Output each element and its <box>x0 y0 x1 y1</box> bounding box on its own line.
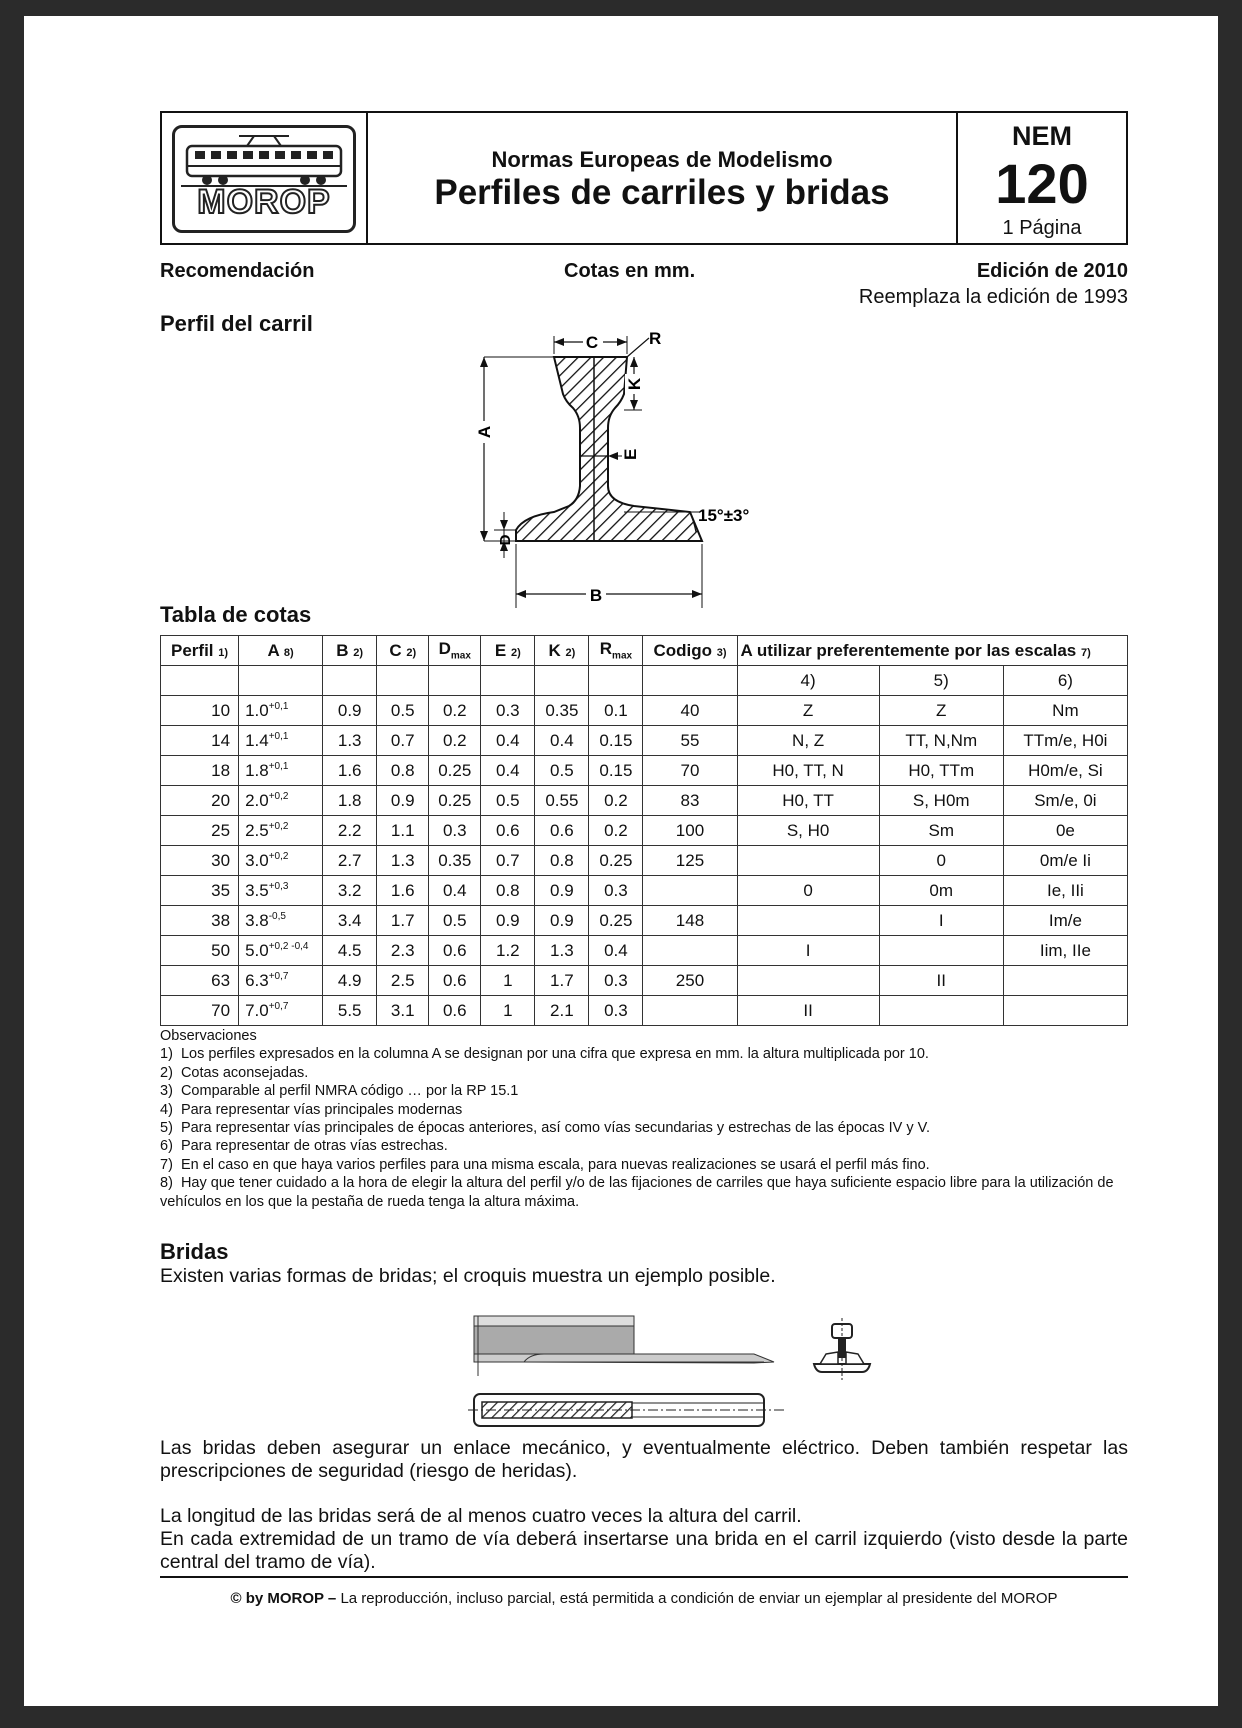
cell-r: 0.25 <box>589 906 643 936</box>
cell-perfil: 14 <box>161 726 239 756</box>
col-a: A 8) <box>239 636 323 666</box>
cell-a: $1.4^{+0,1}$ <box>239 726 323 756</box>
cell-k: 1.7 <box>535 966 589 996</box>
footer-text: La reproducción, incluso parcial, está permitida a condición de enviar un ejemplar al presidente del MOROP <box>340 1590 1058 1607</box>
cell-b: 0.9 <box>323 696 377 726</box>
cell-a: $2.5^{+0,2}$ <box>239 816 323 846</box>
cell-perfil: 50 <box>161 936 239 966</box>
cell-d: 0.25 <box>429 786 481 816</box>
table-row <box>161 966 1128 996</box>
observation-item: 1) Los perfiles expresados en la columna A se designan por una cifra que expresa en mm. la altura multiplicada por 10. <box>160 1046 929 1063</box>
cell-r: 0.3 <box>589 966 643 996</box>
col-codigo: Codigo 3) <box>643 636 737 666</box>
table-row <box>161 786 1128 816</box>
cell-scale6: Sm/e, 0i <box>1003 786 1127 816</box>
cell-b: 3.4 <box>323 906 377 936</box>
document-page <box>24 16 1218 1706</box>
cell-c: 1.1 <box>377 816 429 846</box>
cell-codigo <box>643 936 737 966</box>
cell-b: 1.8 <box>323 786 377 816</box>
cell-a: $5.0^{+0,2 -0,4}$ <box>239 936 323 966</box>
cell-c: 3.1 <box>377 996 429 1026</box>
cell-k: 0.6 <box>535 816 589 846</box>
replaces-label: Reemplaza la edición de 1993 <box>858 286 1128 308</box>
cell-r: 0.4 <box>589 936 643 966</box>
logo-text: MOROP <box>197 183 331 221</box>
cell-codigo: 83 <box>643 786 737 816</box>
cell-k: 0.9 <box>535 876 589 906</box>
nem-cell <box>958 113 1126 243</box>
observations <box>160 1027 1140 1211</box>
cell-r: 0.2 <box>589 816 643 846</box>
locomotive-icon <box>179 132 349 188</box>
cell-scale5: II <box>879 966 1003 996</box>
diagram-label-e: E <box>621 448 640 460</box>
cell-c: 2.3 <box>377 936 429 966</box>
cell-e: 0.3 <box>481 696 535 726</box>
observation-item: 7) En el caso en que haya varios perfiles para una misma escala, para nuevas realizaciones se usará el perfil más fino. <box>160 1156 930 1173</box>
bridas-heading: Bridas <box>160 1239 229 1264</box>
col-e: E 2) <box>481 636 535 666</box>
table-row <box>161 756 1128 786</box>
cell-scale4: II <box>737 996 879 1026</box>
diagram-label-c: C <box>585 333 599 352</box>
cell-r: 0.3 <box>589 876 643 906</box>
cell-e: 0.5 <box>481 786 535 816</box>
cell-c: 0.8 <box>377 756 429 786</box>
cell-c: 0.7 <box>377 726 429 756</box>
edition-label: Edición de 2010 <box>976 260 1128 282</box>
cell-d: 0.25 <box>429 756 481 786</box>
cell-b: 2.7 <box>323 846 377 876</box>
cell-perfil: 30 <box>161 846 239 876</box>
cell-codigo: 40 <box>643 696 737 726</box>
cell-a: $3.8^{-0,5}$ <box>239 906 323 936</box>
cell-scale6: Ie, IIi <box>1003 876 1127 906</box>
cell-d: 0.6 <box>429 966 481 996</box>
col-b: B 2) <box>323 636 377 666</box>
footer-divider <box>160 1576 1128 1578</box>
cell-e: 0.8 <box>481 876 535 906</box>
cell-c: 1.6 <box>377 876 429 906</box>
cell-r: 0.15 <box>589 726 643 756</box>
observation-item: 8) Hay que tener cuidado a la hora de elegir la altura del perfil y/o de las fijaciones de carriles que haya suficiente espacio libre para la utilización de vehículos en los que la pestaña de rueda tenga la altura máxima. <box>160 1175 1114 1210</box>
cell-scale5: Z <box>879 696 1003 726</box>
col-sub5: 5) <box>879 666 1003 696</box>
cell-scale4: N, Z <box>737 726 879 756</box>
cell-perfil: 38 <box>161 906 239 936</box>
rail-cross-section <box>516 357 702 541</box>
bridas-paragraph-2: La longitud de las bridas será de al menos cuatro veces la altura del carril. <box>160 1505 802 1527</box>
cell-codigo <box>643 996 737 1026</box>
header-subtitle: Normas Europeas de Modelismo <box>491 147 833 172</box>
cell-scale6: 0e <box>1003 816 1127 846</box>
logo-cell <box>162 113 368 243</box>
cell-r: 0.2 <box>589 786 643 816</box>
cell-e: 0.9 <box>481 906 535 936</box>
table-heading: Tabla de cotas <box>160 602 312 627</box>
col-c: C 2) <box>377 636 429 666</box>
cell-e: 1.2 <box>481 936 535 966</box>
table-row <box>161 996 1128 1026</box>
cell-scale4: H0, TT <box>737 786 879 816</box>
cell-scale6: Iim, IIe <box>1003 936 1127 966</box>
cell-c: 1.3 <box>377 846 429 876</box>
cell-scale5: S, H0m <box>879 786 1003 816</box>
table-row <box>161 846 1128 876</box>
cell-codigo: 148 <box>643 906 737 936</box>
cell-a: $3.5^{+0,3}$ <box>239 876 323 906</box>
footer <box>160 1590 1128 1607</box>
bridas-paragraph-3: En cada extremidad de un tramo de vía deberá insertarse una brida en el carril izquierdo (visto desde la parte central del tramo de vía). <box>160 1528 1128 1573</box>
cell-k: 0.55 <box>535 786 589 816</box>
cell-perfil: 70 <box>161 996 239 1026</box>
nem-label: NEM <box>1012 121 1072 151</box>
cell-a: $7.0^{+0,7}$ <box>239 996 323 1026</box>
cell-b: 1.6 <box>323 756 377 786</box>
table-subheader-row <box>161 666 1128 696</box>
cell-e: 0.6 <box>481 816 535 846</box>
cell-e: 1 <box>481 966 535 996</box>
cell-k: 2.1 <box>535 996 589 1026</box>
cell-r: 0.3 <box>589 996 643 1026</box>
cell-c: 0.5 <box>377 696 429 726</box>
cell-scale6: H0m/e, Si <box>1003 756 1127 786</box>
observation-item: 3) Comparable al perfil NMRA código … por la RP 15.1 <box>160 1083 519 1100</box>
cell-scale4: Z <box>737 696 879 726</box>
cell-scale4: S, H0 <box>737 816 879 846</box>
cell-scale6: Nm <box>1003 696 1127 726</box>
cell-scale5: TT, N,Nm <box>879 726 1003 756</box>
col-perfil: Perfil 1) <box>161 636 239 666</box>
diagram-label-angle: 15°±3° <box>698 506 750 525</box>
cell-d: 0.6 <box>429 996 481 1026</box>
cell-c: 1.7 <box>377 906 429 936</box>
observations-title: Observaciones <box>160 1028 257 1044</box>
cell-codigo: 125 <box>643 846 737 876</box>
footer-brand: © by MOROP – <box>230 1590 337 1607</box>
cell-b: 5.5 <box>323 996 377 1026</box>
col-escalas: A utilizar preferentemente por las escalas 7) <box>737 636 1127 666</box>
cell-scale5: I <box>879 906 1003 936</box>
cell-b: 4.5 <box>323 936 377 966</box>
observation-item: 5) Para representar vías principales de épocas anteriores, así como vías secundarias y estrechas de las épocas IV y V. <box>160 1120 930 1137</box>
cell-a: $2.0^{+0,2}$ <box>239 786 323 816</box>
cell-perfil: 18 <box>161 756 239 786</box>
col-d: $D_{max}$ <box>429 636 481 666</box>
cell-scale5: 0 <box>879 846 1003 876</box>
cell-scale6: Im/e <box>1003 906 1127 936</box>
col-sub4: 4) <box>737 666 879 696</box>
table-row <box>161 876 1128 906</box>
cell-c: 2.5 <box>377 966 429 996</box>
page-label: 1 Página <box>1002 217 1082 239</box>
cell-perfil: 20 <box>161 786 239 816</box>
diagram-label-a: A <box>475 425 494 439</box>
bridas-profile-icon <box>814 1318 870 1380</box>
table-row <box>161 726 1128 756</box>
cell-b: 1.3 <box>323 726 377 756</box>
cell-b: 2.2 <box>323 816 377 846</box>
nem-number: 120 <box>995 152 1089 215</box>
diagram-label-r: R <box>649 329 662 348</box>
cell-codigo: 100 <box>643 816 737 846</box>
cell-scale5 <box>879 936 1003 966</box>
units-label: Cotas en mm. <box>564 260 696 282</box>
cell-codigo: 70 <box>643 756 737 786</box>
cell-k: 0.35 <box>535 696 589 726</box>
cell-e: 1 <box>481 996 535 1026</box>
title-cell <box>368 113 958 243</box>
cell-scale4 <box>737 966 879 996</box>
cell-codigo: 55 <box>643 726 737 756</box>
header-box <box>160 111 1128 245</box>
cell-r: 0.25 <box>589 846 643 876</box>
cell-codigo <box>643 876 737 906</box>
observation-item: 6) Para representar de otras vías estrechas. <box>160 1138 448 1155</box>
cell-k: 0.8 <box>535 846 589 876</box>
cell-d: 0.2 <box>429 696 481 726</box>
table-row <box>161 696 1128 726</box>
profile-heading: Perfil del carril <box>160 311 313 336</box>
dimensions-table <box>160 635 1128 1026</box>
cell-perfil: 63 <box>161 966 239 996</box>
cell-r: 0.15 <box>589 756 643 786</box>
morop-logo <box>172 125 356 233</box>
cell-perfil: 10 <box>161 696 239 726</box>
cell-scale6: 0m/e Ii <box>1003 846 1127 876</box>
diagram-label-b: B <box>589 586 603 605</box>
cell-b: 4.9 <box>323 966 377 996</box>
cell-scale4: H0, TT, N <box>737 756 879 786</box>
cell-d: 0.35 <box>429 846 481 876</box>
cell-codigo: 250 <box>643 966 737 996</box>
cell-perfil: 35 <box>161 876 239 906</box>
cell-a: $1.0^{+0,1}$ <box>239 696 323 726</box>
cell-scale4: 0 <box>737 876 879 906</box>
cell-e: 0.7 <box>481 846 535 876</box>
cell-scale4 <box>737 846 879 876</box>
cell-a: $6.3^{+0,7}$ <box>239 966 323 996</box>
table-row <box>161 816 1128 846</box>
cell-c: 0.9 <box>377 786 429 816</box>
bridas-paragraph-1: Las bridas deben asegurar un enlace mecánico, y eventualmente eléctrico. Deben también respetar las prescripciones de seguridad (riesgo de heridas). <box>160 1437 1128 1482</box>
cell-k: 0.5 <box>535 756 589 786</box>
col-k: K 2) <box>535 636 589 666</box>
cell-a: $3.0^{+0,2}$ <box>239 846 323 876</box>
cell-scale5: H0, TTm <box>879 756 1003 786</box>
cell-d: 0.4 <box>429 876 481 906</box>
cell-b: 3.2 <box>323 876 377 906</box>
observation-item: 2) Cotas aconsejadas. <box>160 1064 309 1081</box>
cell-r: 0.1 <box>589 696 643 726</box>
cell-d: 0.2 <box>429 726 481 756</box>
cell-k: 1.3 <box>535 936 589 966</box>
cell-e: 0.4 <box>481 756 535 786</box>
table-row <box>161 906 1128 936</box>
observation-item: 4) Para representar vías principales modernas <box>160 1101 463 1118</box>
cell-scale5: Sm <box>879 816 1003 846</box>
cell-k: 0.9 <box>535 906 589 936</box>
table-header-row <box>161 636 1128 666</box>
cell-d: 0.6 <box>429 936 481 966</box>
rail-profile-diagram <box>475 329 834 616</box>
bridas-intro: Existen varias formas de bridas; el croquis muestra un ejemplo posible. <box>160 1265 776 1287</box>
cell-scale4: I <box>737 936 879 966</box>
cell-scale6 <box>1003 966 1127 996</box>
cell-scale5: 0m <box>879 876 1003 906</box>
cell-e: 0.4 <box>481 726 535 756</box>
cell-a: $1.8^{+0,1}$ <box>239 756 323 786</box>
diagram-label-d: D <box>497 534 514 546</box>
status-label: Recomendación <box>160 260 315 282</box>
col-r: $R_{max}$ <box>589 636 643 666</box>
bridas-sketch <box>474 1316 914 1456</box>
col-sub6: 6) <box>1003 666 1127 696</box>
cell-d: 0.5 <box>429 906 481 936</box>
cell-k: 0.4 <box>535 726 589 756</box>
page-title: Perfiles de carriles y bridas <box>434 173 890 212</box>
table-row <box>161 936 1128 966</box>
diagram-label-k: K <box>625 377 644 391</box>
cell-scale6: TTm/e, H0i <box>1003 726 1127 756</box>
cell-scale6 <box>1003 996 1127 1026</box>
cell-scale5 <box>879 996 1003 1026</box>
cell-perfil: 25 <box>161 816 239 846</box>
cell-d: 0.3 <box>429 816 481 846</box>
cell-scale4 <box>737 906 879 936</box>
